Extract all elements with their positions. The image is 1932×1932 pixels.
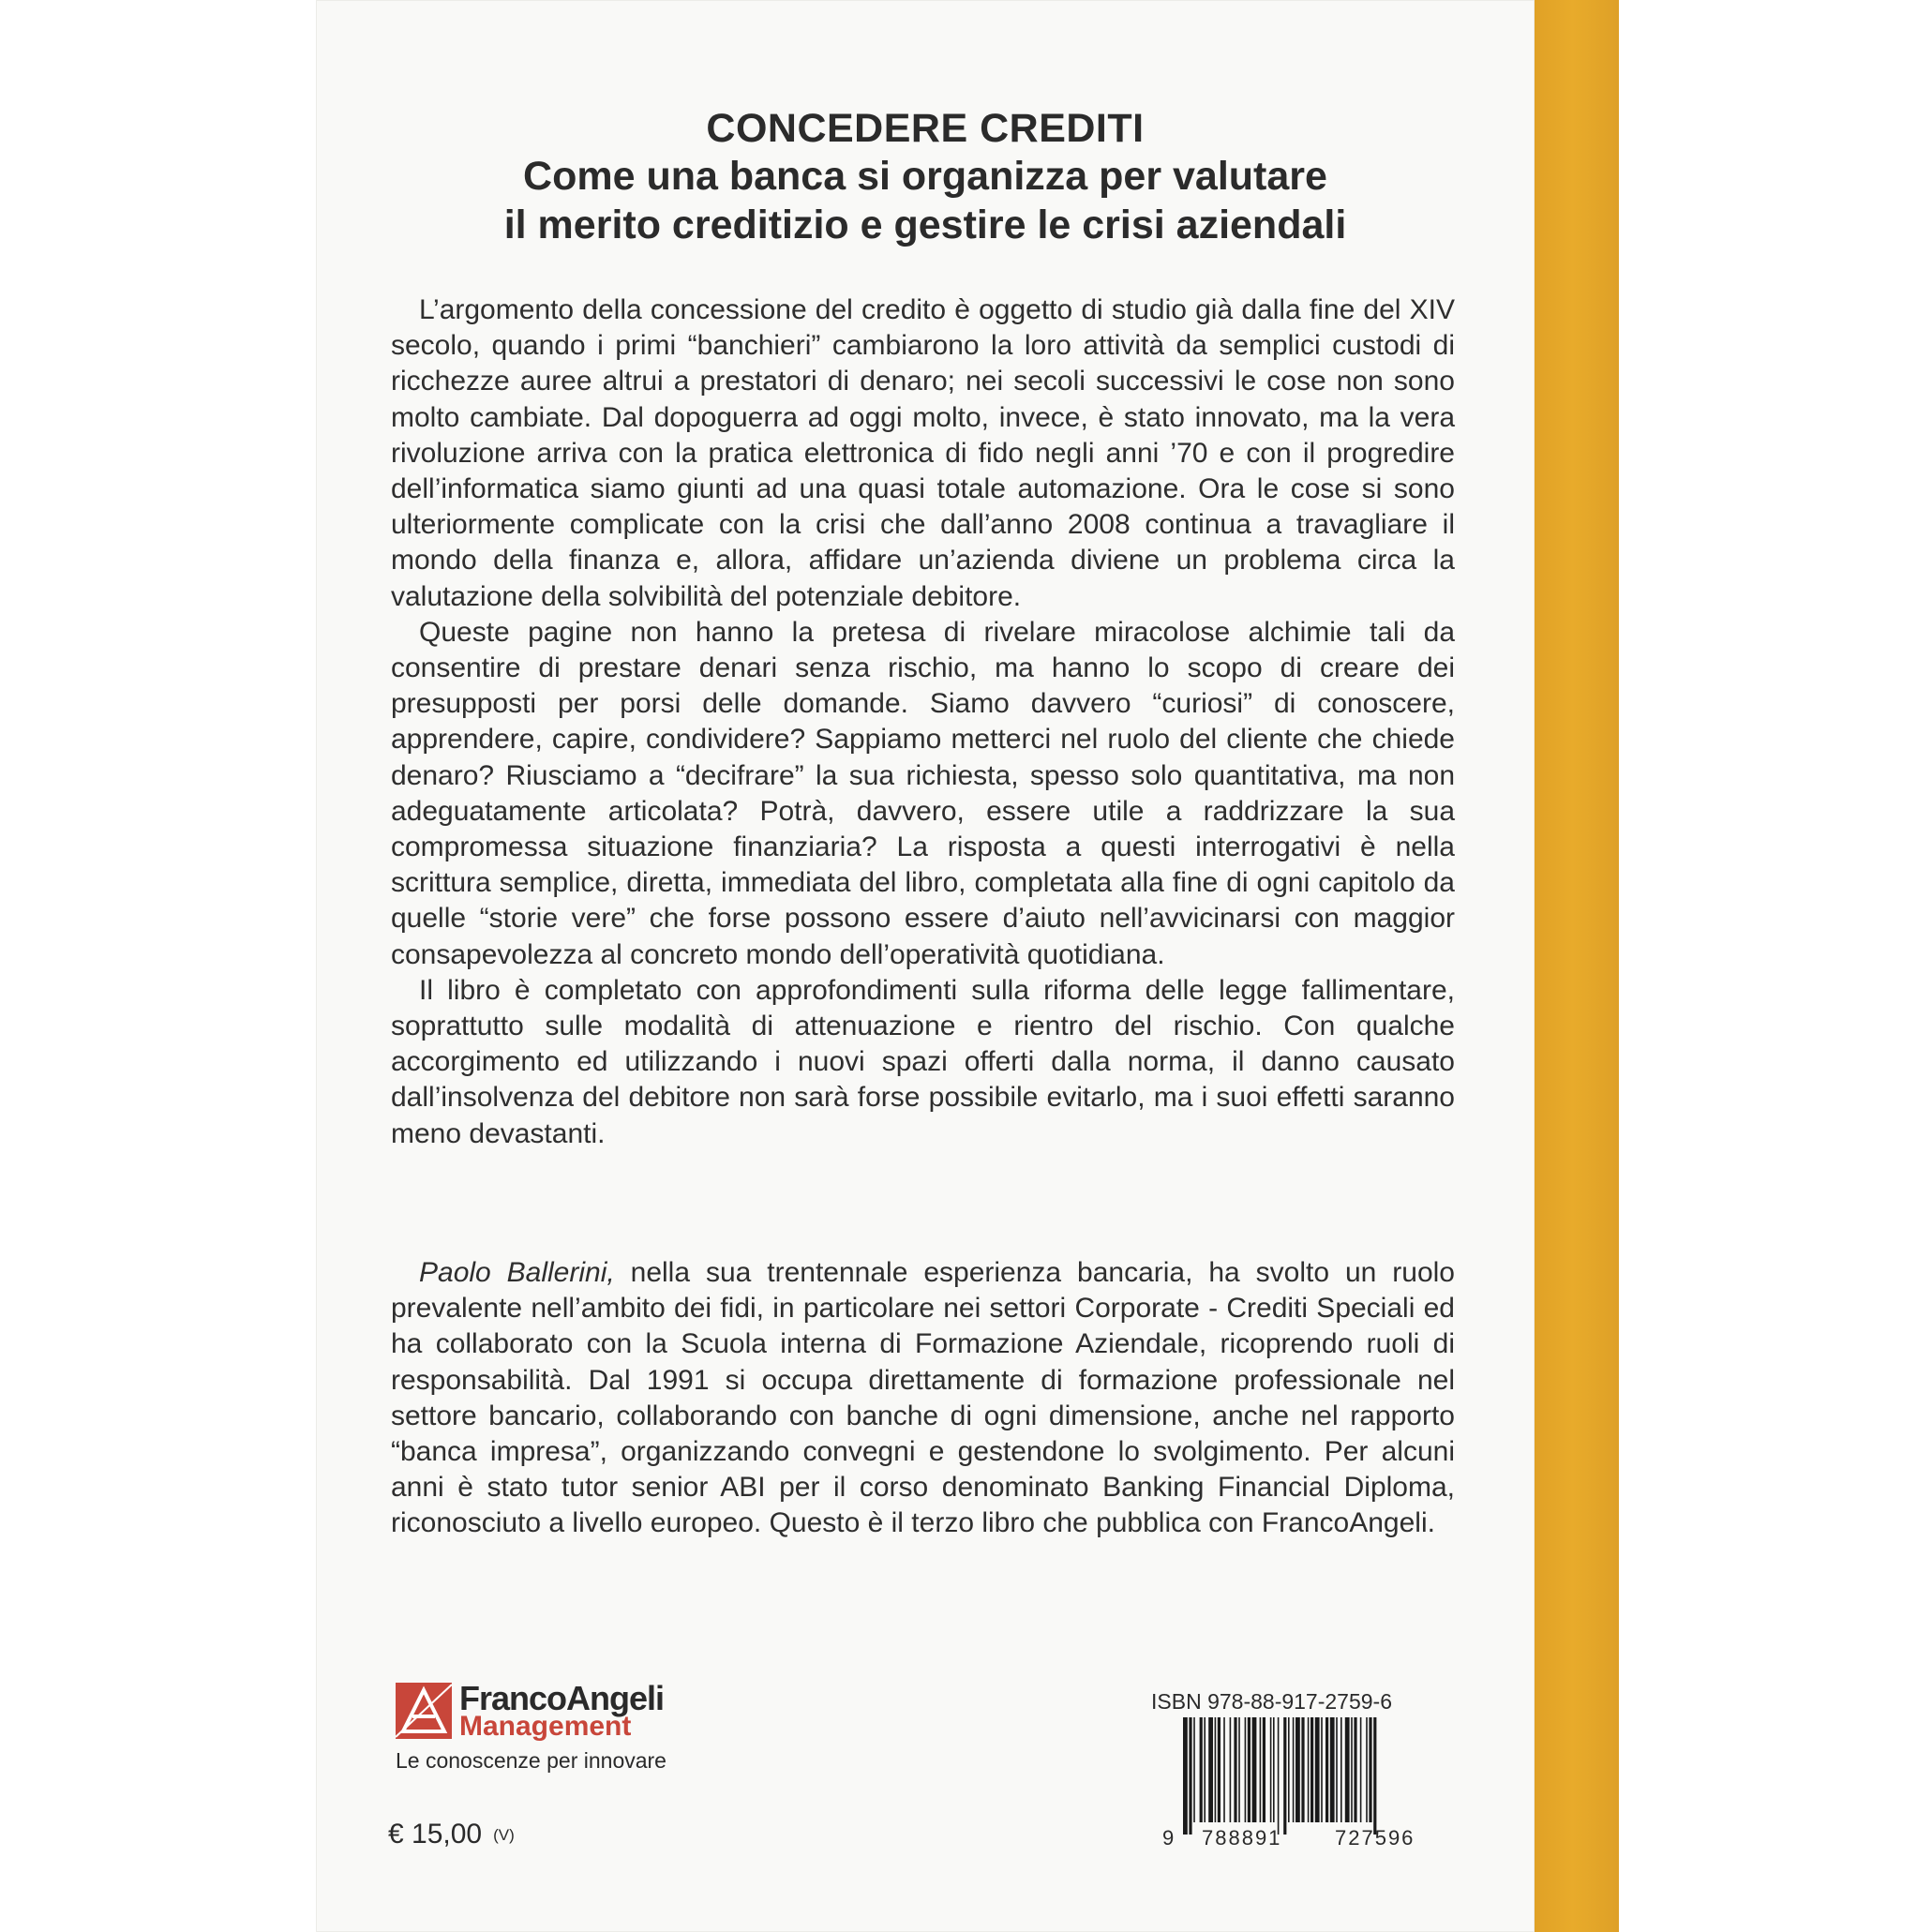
barcode-bar	[1293, 1717, 1295, 1822]
barcode-bar	[1330, 1717, 1335, 1822]
barcode-bar	[1204, 1717, 1206, 1822]
barcode-bar	[1248, 1717, 1251, 1822]
barcode-bar	[1230, 1717, 1232, 1822]
barcode-bar	[1283, 1717, 1286, 1835]
barcode-bar	[1321, 1717, 1323, 1822]
barcode-bar	[1369, 1717, 1371, 1822]
barcode-bar	[1238, 1717, 1240, 1822]
barcode-icon	[1183, 1717, 1457, 1835]
price-note: (V)	[493, 1826, 515, 1845]
barcode-digits-left: 788891	[1202, 1826, 1282, 1850]
book-subtitle-line-1: Come una banca si organizza per valutare	[523, 154, 1327, 199]
barcode-bar	[1360, 1717, 1362, 1822]
barcode-bar	[1345, 1717, 1350, 1822]
barcode-bar	[1366, 1717, 1368, 1822]
publisher-tagline: Le conoscenze per innovare	[396, 1748, 666, 1773]
title-block	[316, 105, 1535, 249]
barcode-bar	[1218, 1717, 1221, 1822]
barcode-bar	[1189, 1717, 1191, 1835]
barcode-bar	[1310, 1717, 1313, 1822]
author-name: Paolo Ballerini,	[419, 1257, 615, 1288]
price-value: € 15,00	[388, 1819, 483, 1850]
barcode-bar	[1273, 1717, 1275, 1822]
barcode-bar	[1301, 1717, 1304, 1822]
barcode-bar	[1234, 1717, 1236, 1822]
barcode-bar	[1373, 1717, 1376, 1835]
barcode-bar	[1340, 1717, 1342, 1822]
description-paragraph: L’argomento della concessione del credito è oggetto di studio già dalla fine del XIV secolo, quando i primi “banchieri” cambiarono la loro attività da semplici custodi di ricchezze auree altrui a prestatori di denaro; nei secoli successivi le cose non sono molto cambiate. Dal dopoguerra ad oggi molto, invece, è stato innovato, ma la vera rivoluzione arriva con la pratica elettronica di fido negli anni ’70 e con il progredire dell’informatica siamo giunti ad una quasi totale automazione. Ora le cose si sono ulteriormente complicate con la crisi che dall’anno 2008 continua a travagliare il mondo della finanza e, allora, affidare un’azienda diviene un problema circa la valutazione della solvibilità del potenziale debitore.	[391, 294, 1455, 612]
author-bio-text: nella sua trentennale esperienza bancaria, ha svolto un ruolo prevalente nell’ambito dei fidi, in particolare nei settori Corporate - Crediti Speciali ed ha collaborato con la Scuola interna di Formazione Aziendale, ricoprendo ruoli di responsabilità. Dal 1991 si occupa direttamente di formazione professionale nel settore bancario, collaborando con banche di ogni dimensione, anche nel rapporto “banca impresa”, organizzando convegni e gestendone lo svolgimento. Per alcuni anni è stato tutor senior ABI per il corso denominato Banking Financial Diploma, riconosciuto a livello europeo. Questo è il terzo libro che pubblica con FrancoAngeli.	[391, 1257, 1455, 1539]
description-paragraph: Il libro è completato con approfondimenti sulla riforma delle legge fallimentare, soprattutto sulle modalità di attenuazione e rientro del rischio. Con qualche accorgimento ed utilizzando i nuovi spazi offerti dalla norma, il danno causato dall’insolvenza del debitore non sarà forse possibile evitarlo, ma i suoi effetti saranno meno devastanti.	[391, 974, 1455, 1149]
barcode-bar	[1200, 1717, 1203, 1822]
price	[388, 1819, 515, 1850]
barcode-bar	[1354, 1717, 1356, 1822]
barcode-digits-right: 727596	[1335, 1826, 1415, 1850]
barcode-bar	[1270, 1717, 1272, 1822]
barcode-bar	[1183, 1717, 1188, 1835]
barcode-bar	[1208, 1717, 1213, 1822]
barcode-bar	[1215, 1717, 1217, 1822]
book-subtitle-line-2: il merito creditizio e gestire le crisi aziendali	[503, 202, 1347, 247]
barcode-bar	[1295, 1717, 1300, 1822]
barcode-bar	[1288, 1717, 1290, 1822]
publisher-name: FrancoAngeli	[459, 1679, 665, 1717]
barcode-digit-first: 9	[1162, 1826, 1175, 1850]
book-spine	[1535, 0, 1619, 1932]
barcode-bar	[1245, 1717, 1247, 1822]
barcode-bar	[1315, 1717, 1320, 1822]
barcode-bar	[1336, 1717, 1338, 1822]
author-paragraph	[391, 1255, 1455, 1542]
barcode-bar	[1260, 1717, 1262, 1822]
publisher-logo	[396, 1679, 696, 1773]
barcode-bar	[1351, 1717, 1353, 1822]
isbn-label: ISBN 978-88-917-2759-6	[1151, 1689, 1392, 1714]
author-bio	[391, 1255, 1455, 1542]
book-description	[391, 292, 1455, 1152]
barcode-bar	[1263, 1717, 1266, 1822]
publisher-logo-icon	[396, 1683, 452, 1739]
barcode-bar	[1308, 1717, 1310, 1822]
barcode-bar	[1325, 1717, 1328, 1822]
description-paragraph: Queste pagine non hanno la pretesa di rivelare miracolose alchimie tali da consentire di prestare denari senza rischio, ma hanno lo scopo di creare dei presupposti per porsi delle domande. Siamo davvero “curiosi” di conoscere, apprendere, capire, condividere? Sappiamo metterci nel ruolo del cliente che chiede denaro? Riusciamo a “decifrare” la sua richiesta, spesso solo quantitativa, ma non adeguatamente articolata? Potrà, davvero, essere utile a raddrizzare la sua compromessa situazione finanziaria? La risposta a questi interrogativi è nella scrittura semplice, diretta, immediata del libro, completata alla fine di ogni capitolo da quelle “storie vere” che forse possono essere d’aiuto nell’avvicinarsi con maggior consapevolezza al concreto mondo dell’operatività quotidiana.	[391, 616, 1455, 970]
barcode-bar	[1193, 1717, 1195, 1822]
barcode-bar	[1278, 1717, 1280, 1835]
barcode-bar	[1223, 1717, 1225, 1822]
book-title: CONCEDERE CREDITI	[706, 106, 1145, 151]
publisher-series: Management	[459, 1711, 632, 1742]
barcode-bar	[1252, 1717, 1257, 1822]
